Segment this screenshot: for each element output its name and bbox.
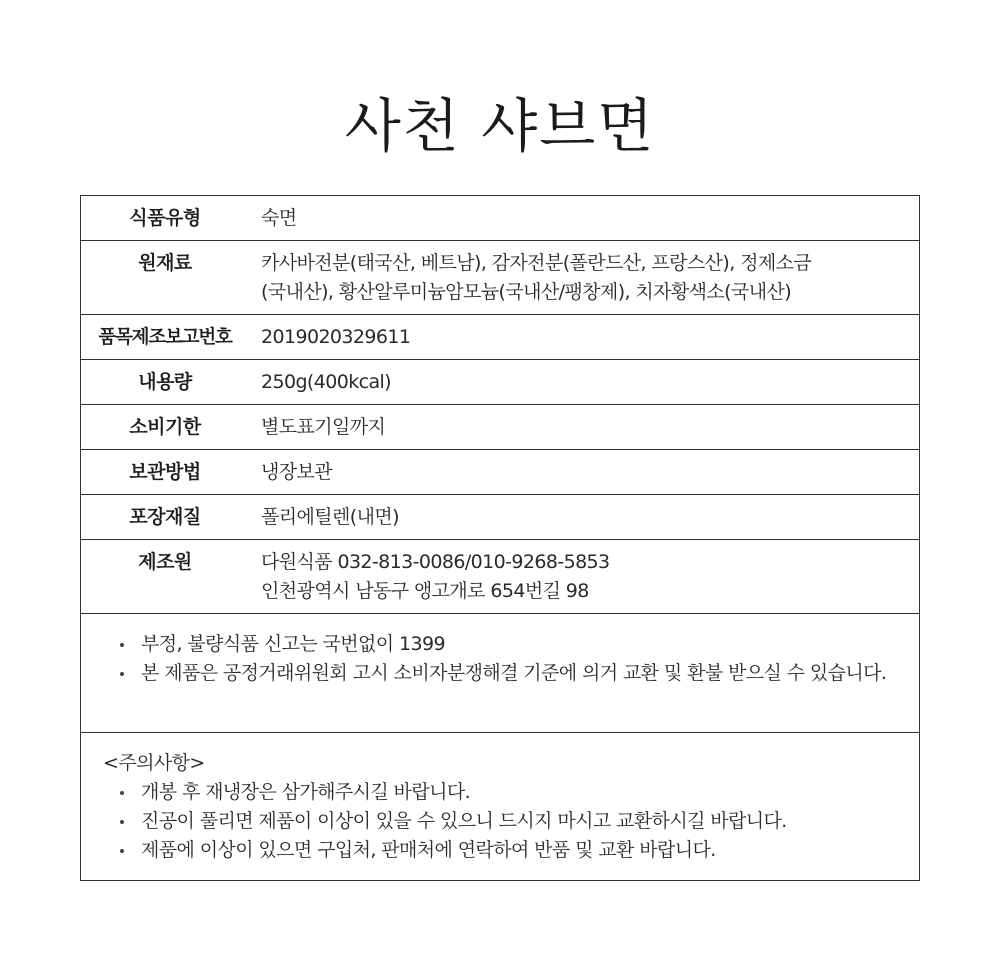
caution-item: 진공이 풀리면 제품이 이상이 있을 수 있으니 드시지 마시고 교환하시길 바랍니다. [107,807,899,836]
table-row-caution [81,733,920,881]
row-value [249,196,920,241]
product-title: 사천 샤브면 [344,92,656,160]
value-line: 냉장보관 [261,461,333,483]
caution-list [107,778,899,865]
row-label: 식품유형 [81,196,250,241]
row-value [249,241,920,315]
table-row-ingredients [81,241,920,315]
table-row-notice [81,614,920,733]
row-value [249,495,920,540]
value-line: 숙면 [261,207,297,229]
row-value [249,540,920,614]
caution-item: 제품에 이상이 있으면 구입처, 판매처에 연락하여 반품 및 교환 바랍니다. [107,836,899,865]
caution-item: 개봉 후 재냉장은 삼가해주시길 바랍니다. [107,778,899,807]
value-line: 250g(400kcal) [261,371,391,393]
row-value [249,315,920,360]
table-row-expiry [81,405,920,450]
product-info-table [80,195,920,881]
value-line: 폴리에틸렌(내면) [261,506,399,528]
table-row-food-type [81,196,920,241]
row-value [249,450,920,495]
value-line: 다원식품 032-813-0086/010-9268-5853 [261,551,610,573]
value-line: 별도표기일까지 [261,416,386,438]
caution-heading: <주의사항> [103,752,205,774]
table-row-report-number [81,315,920,360]
caution-cell [81,733,920,881]
table-row-packaging [81,495,920,540]
notice-list [107,630,899,688]
notice-item: 부정, 불량식품 신고는 국번없이 1399 [107,630,899,659]
notice-item: 본 제품은 공정거래위원회 고시 소비자분쟁해결 기준에 의거 교환 및 환불 받으실 수 있습니다. [107,659,899,688]
row-value [249,405,920,450]
row-label: 원재료 [81,241,250,315]
row-label: 보관방법 [81,450,250,495]
row-label: 품목제조보고번호 [81,315,250,360]
table-row-net-content [81,360,920,405]
value-line: 2019020329611 [261,326,411,348]
row-label: 제조원 [81,540,250,614]
row-label: 포장재질 [81,495,250,540]
table-row-manufacturer [81,540,920,614]
value-line: 카사바전분(태국산, 베트남), 감자전분(폴란드산, 프랑스산), 정제소금 [261,252,812,274]
table-row-storage [81,450,920,495]
row-value [249,360,920,405]
row-label: 내용량 [81,360,250,405]
row-label: 소비기한 [81,405,250,450]
value-line: 인천광역시 남동구 앵고개로 654번길 98 [261,580,589,602]
value-line: (국내산), 황산알루미늄암모늄(국내산/팽창제), 치자황색소(국내산) [261,281,792,303]
notice-cell [81,614,920,733]
